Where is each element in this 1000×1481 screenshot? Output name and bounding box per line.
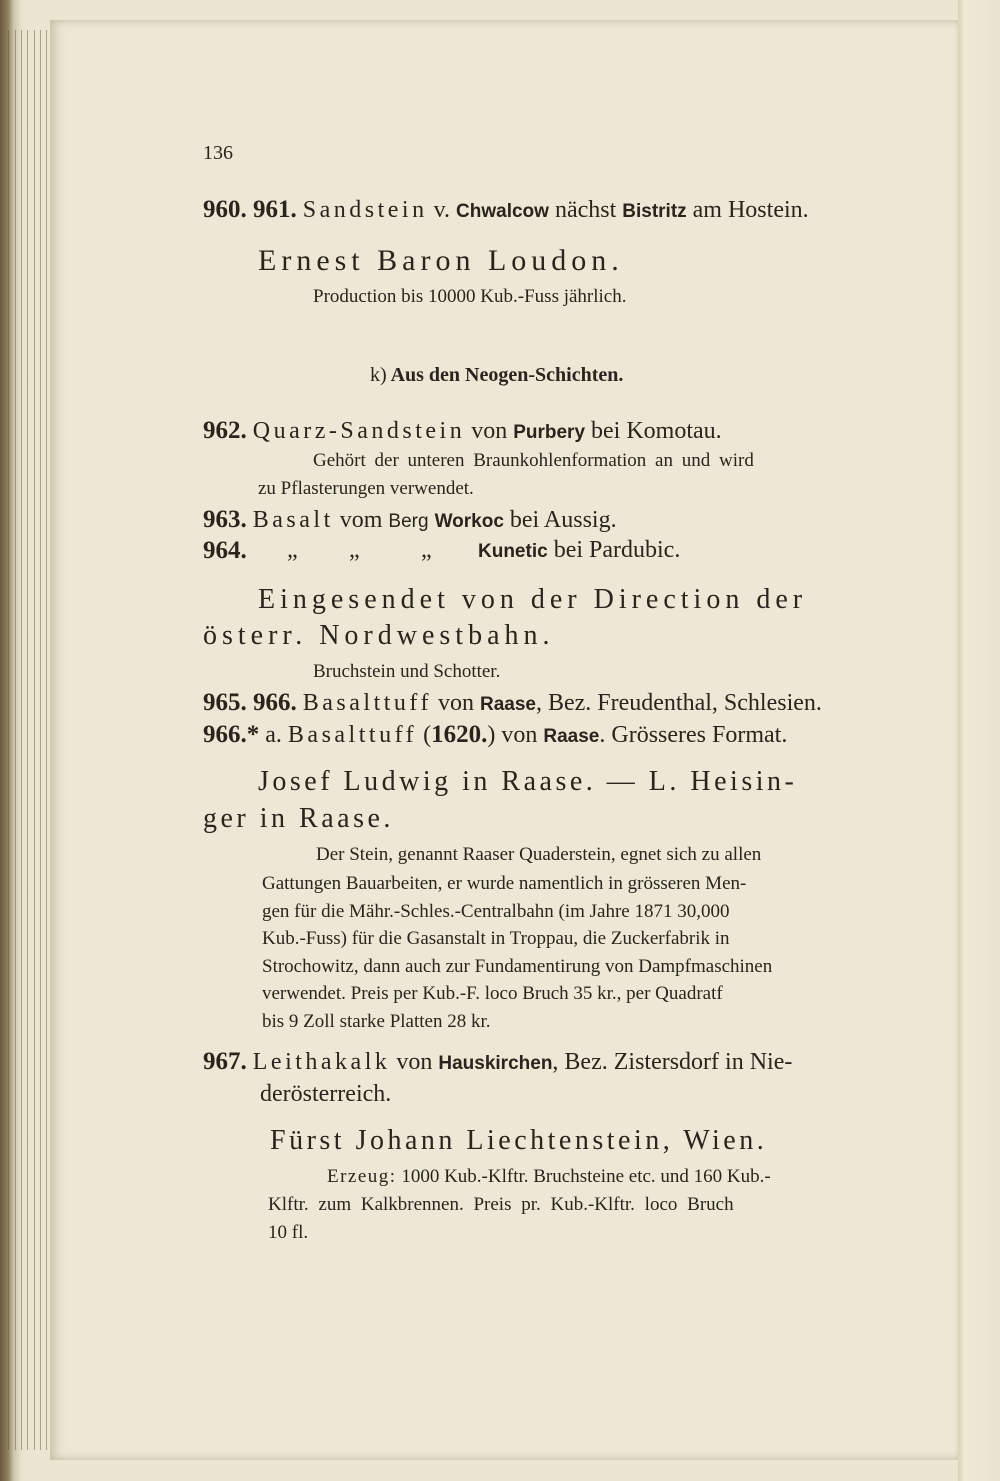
entry-963 — [203, 507, 617, 532]
entry-number: 960. 961. — [203, 196, 297, 223]
body-text: Klftr. zum Kalkbrennen. Preis pr. Kub.-Klftr. loco Bruch — [268, 1194, 734, 1215]
text: vom — [333, 507, 389, 533]
entry-964 — [203, 537, 681, 564]
supplier-note: Production bis 10000 Kub.-Fuss jährlich. — [313, 286, 627, 307]
text: bei Komotau. — [585, 418, 722, 444]
entry-number: 963. — [203, 506, 247, 533]
place-name: Raase — [479, 694, 536, 715]
entry-material: Basalttuff — [302, 690, 432, 716]
body-text: bis 9 Zoll starke Platten 28 kr. — [262, 1011, 491, 1032]
entry-962 — [203, 418, 722, 443]
text: 1000 Kub.-Klftr. Bruchsteine etc. und 160 Kub.- — [396, 1166, 771, 1187]
body-text: 10 fl. — [268, 1222, 309, 1243]
body-text: Der Stein, genannt Raaser Quaderstein, egnet sich zu allen — [316, 844, 762, 865]
entry-material: Quarz-Sandstein — [252, 418, 466, 444]
text: bei Aussig. — [503, 507, 617, 533]
page-number: 136 — [203, 142, 233, 164]
text: , Bez. Freudenthal, Schlesien. — [535, 690, 822, 716]
supplier-heading: Eingesendet von der Direction der — [258, 584, 808, 615]
text: bei Pardubic. — [547, 537, 681, 563]
entry-note: Gehört der unteren Braunkohlenformation an und wird — [313, 450, 754, 471]
entry-material: Leithakalk — [252, 1049, 391, 1075]
supplier-note: Bruchstein und Schotter. — [313, 661, 501, 682]
entry-material: Basalttuff — [287, 722, 418, 748]
text: nächst — [548, 197, 623, 223]
body-text: verwendet. Preis per Kub.-F. loco Bruch 35 kr., per Quadratf — [262, 983, 723, 1004]
text: . Grösseres Format. — [599, 722, 788, 748]
entry-rest — [478, 538, 680, 562]
place-name: Berg — [388, 511, 429, 532]
entry-number: 966.* — [203, 721, 260, 748]
entry-number: 965. 966. — [203, 689, 297, 716]
supplier-heading: Josef Ludwig in Raase. — L. Heisin- — [258, 766, 798, 797]
ditto-mark: „ — [349, 537, 360, 563]
text: a. — [259, 722, 288, 748]
entry-material: Basalt — [252, 507, 334, 533]
body-text: gen für die Mähr.-Schles.-Centralbahn (im Jahre 1871 30,000 — [262, 901, 730, 922]
text: von — [465, 418, 514, 444]
text: ) von — [487, 722, 544, 748]
section-letter: k) — [370, 364, 387, 386]
supplier-heading-cont: österr. Nordwestbahn. — [203, 620, 555, 651]
format-number: 1620. — [431, 721, 488, 748]
text: Erzeug: — [327, 1166, 397, 1187]
entry-967 — [203, 1049, 792, 1074]
entry-note: zu Pflasterungen verwendet. — [258, 478, 474, 499]
place-name: Raase — [543, 726, 600, 747]
supplier-heading-cont: ger in Raase. — [203, 803, 394, 834]
text: , Bez. Zistersdorf in Nie- — [552, 1049, 793, 1075]
text: ( — [417, 722, 432, 748]
place-name: Kunetic — [478, 541, 548, 562]
next-page-edge — [958, 0, 1000, 1481]
entry-966 — [203, 722, 787, 747]
body-text: Gattungen Bauarbeiten, er wurde namentlich in grösseren Men- — [262, 873, 747, 894]
place-name: Purbery — [513, 422, 586, 443]
entry-number: 964. — [203, 537, 247, 564]
place-name: Workoc — [434, 511, 504, 532]
text: von — [431, 690, 480, 716]
page-edges — [6, 30, 56, 1450]
entry-number: 962. — [203, 417, 247, 444]
section-title: Aus den Neogen-Schichten. — [386, 364, 624, 386]
place-name: Bistritz — [622, 201, 687, 222]
section-heading — [370, 365, 623, 385]
entry-number: 967. — [203, 1048, 247, 1075]
ditto-mark: „ — [421, 537, 432, 563]
entry-960 — [203, 197, 809, 222]
body-text: Kub.-Fuss) für die Gasanstalt in Troppau, die Zuckerfabrik in — [262, 928, 730, 949]
entry-material: Sandstein — [302, 197, 428, 223]
text: am Hostein. — [686, 197, 809, 223]
text: v. — [427, 197, 457, 223]
place-name: Hauskirchen — [438, 1053, 553, 1074]
text: von — [390, 1049, 439, 1075]
ditto-mark: „ — [287, 537, 298, 563]
entry-965 — [203, 690, 822, 715]
body-text — [327, 1167, 771, 1186]
supplier-heading: Fürst Johann Liechtenstein, Wien. — [270, 1125, 768, 1156]
body-text: Strochowitz, dann auch zur Fundamentirung von Dampfmaschinen — [262, 956, 773, 977]
entry-967-cont: derösterreich. — [260, 1081, 392, 1107]
place-name: Chwalcow — [456, 201, 549, 222]
supplier-heading: Ernest Baron Loudon. — [258, 244, 624, 277]
